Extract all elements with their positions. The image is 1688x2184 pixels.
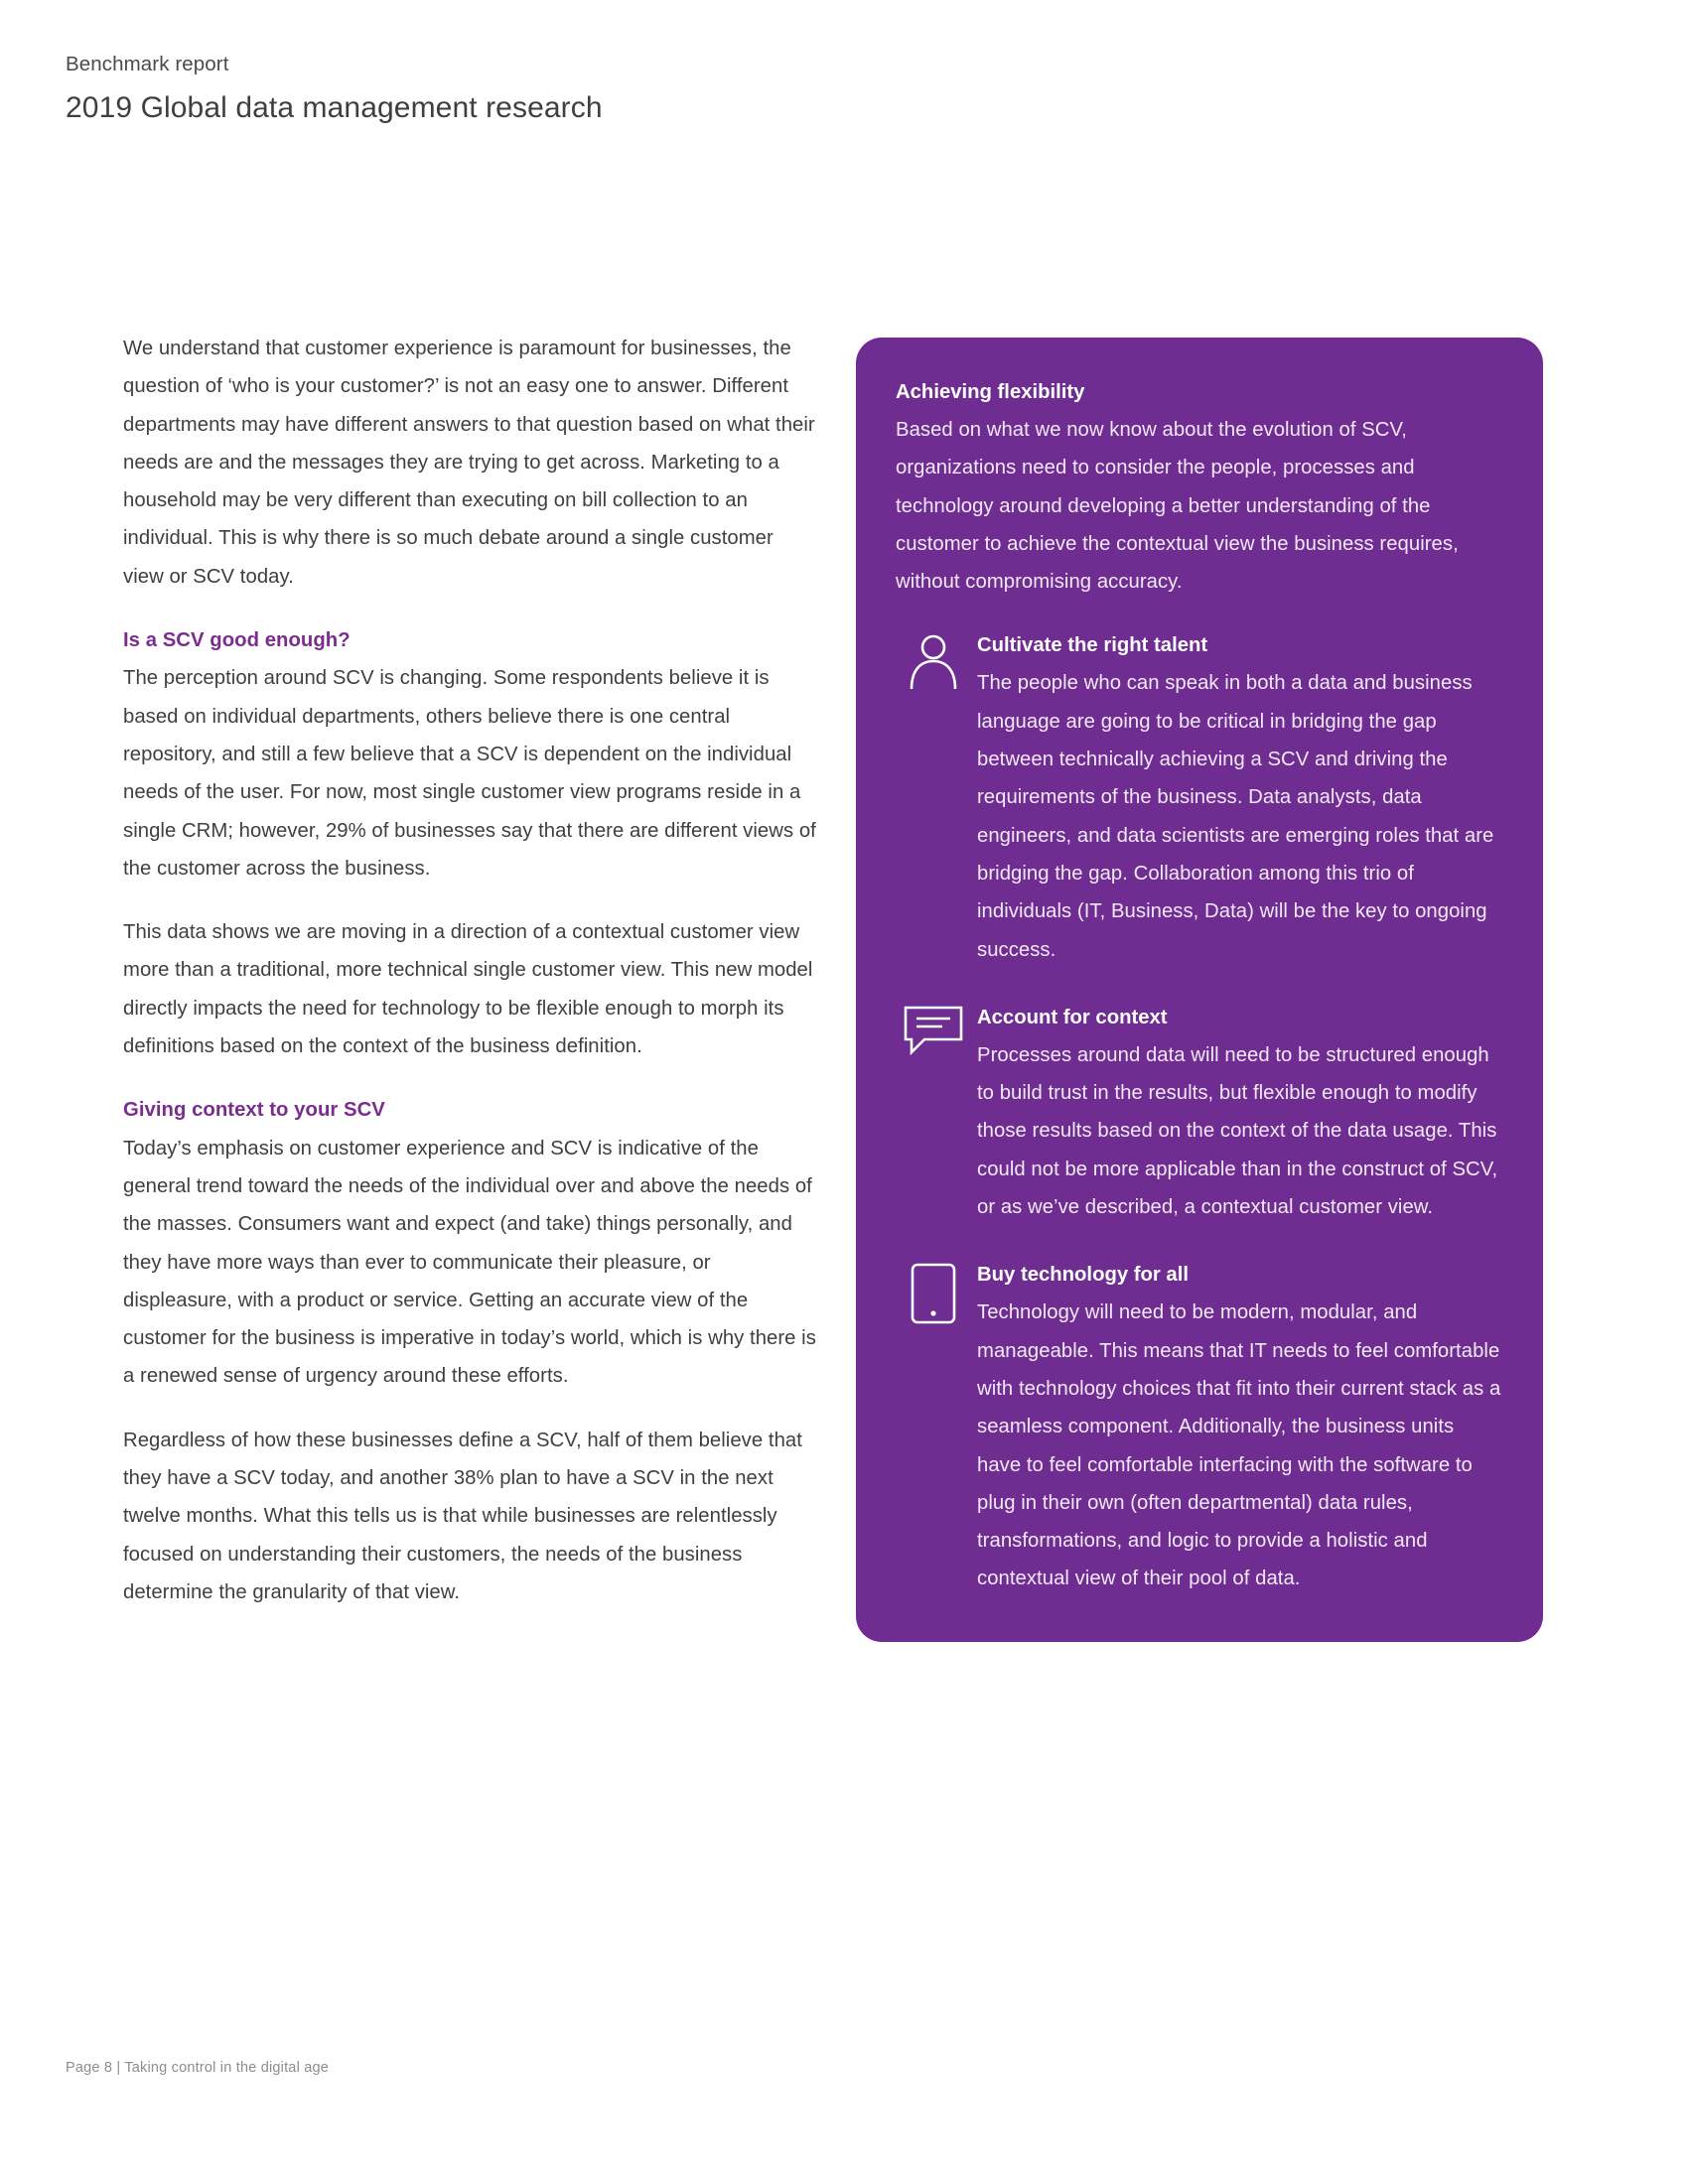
panel-item-text: [977, 1256, 1503, 1597]
paragraph-2: The perception around SCV is changing. Some respondents believe it is based on individual departments, others believe there is one central repository, and still a few believe that a SCV is dependent on the individual needs of the user. For now, most single customer view programs reside in a single CRM; however, 29% of businesses say that there are different views of the customer across the business.: [123, 667, 816, 880]
section-heading-giving-context: Giving context to your SCV: [123, 1099, 385, 1122]
paragraph-3: This data shows we are moving in a direction of a contextual customer view more than a traditional, more technical single customer view. This new model directly impacts the need for technology to be flexible enough to morph its definitions based on the context of the business definition.: [123, 921, 813, 1058]
panel-item-body: The people who can speak in both a data and business language are going to be critical in bridging the gap between technically achieving a SCV and driving the requirements of the business. Data analysts, data engineers, and data scientists are emerging roles that are bridging the gap. Collaboration among this trio of individuals (IT, Business, Data) will be the key to ongoing success.: [977, 672, 1494, 961]
section-heading-scv-good-enough: Is a SCV good enough?: [123, 629, 351, 652]
panel-intro-text: Based on what we now know about the evolution of SCV, organizations need to consider the people, processes and technology around developing a better understanding of the customer to achieve the contextual view the business requires, without compromising accuracy.: [896, 419, 1459, 594]
right-column: [856, 338, 1543, 1642]
page-header: [66, 52, 1456, 126]
panel-item: [890, 626, 1503, 968]
speech-bubble-icon: [890, 999, 977, 1056]
panel-heading: Achieving flexibility: [896, 381, 1085, 403]
panel-item-title: Account for context: [977, 1006, 1168, 1028]
person-icon: [890, 626, 977, 690]
panel-item-title: Cultivate the right talent: [977, 634, 1208, 657]
paragraph-5: Regardless of how these businesses define a SCV, half of them believe that they have a SCV today, and another 38% plan to have a SCV in the next twelve months. What this tells us is that while businesses are relentlessly focused on understanding their customers, the needs of the business determine the granularity of that view.: [123, 1429, 802, 1603]
left-text-column: [123, 330, 818, 1637]
page-footer: Page 8 | Taking control in the digital age: [66, 2060, 330, 2076]
panel-item-title: Buy technology for all: [977, 1264, 1189, 1287]
paragraph-1: We understand that customer experience is paramount for businesses, the question of ‘who is your customer?’ is not an easy one to answer. Different departments may have different answers to that question based on what their needs are and the messages they are trying to get across. Marketing to a household may be very different than executing on bill collection to an individual. This is why there is so much debate around a single customer view or SCV today.: [123, 338, 815, 588]
panel-item-text: [977, 626, 1503, 968]
page-title: 2019 Global data management research: [66, 90, 603, 124]
report-kicker: Benchmark report: [66, 53, 229, 75]
achieving-flexibility-panel: [856, 338, 1543, 1642]
panel-item-text: [977, 999, 1503, 1226]
panel-item-body: Processes around data will need to be structured enough to build trust in the results, but flexible enough to modify those results based on the context of the data usage. This could not be more applicable than in the construct of SCV, or as we’ve described, a contextual customer view.: [977, 1043, 1498, 1219]
paragraph-4: Today’s emphasis on customer experience and SCV is indicative of the general trend toward the needs of the individual over and above the needs of the masses. Consumers want and expect (and take) things personally, and they have more ways than ever to communicate their pleasure, or displeasure, with a product or service. Getting an accurate view of the customer for the business is imperative in today’s world, which is why there is a renewed sense of urgency around these efforts.: [123, 1137, 816, 1388]
panel-item: [890, 1256, 1503, 1597]
tablet-device-icon: [890, 1256, 977, 1325]
panel-item-body: Technology will need to be modern, modular, and manageable. This means that IT needs to feel comfortable with technology choices that fit into their current stack as a seamless component. Additionally, the business units have to feel comfortable interfacing with the software to plug in their own (often departmental) data rules, transformations, and logic to provide a holistic and contextual view of their pool of data.: [977, 1301, 1501, 1590]
panel-item: [890, 999, 1503, 1226]
